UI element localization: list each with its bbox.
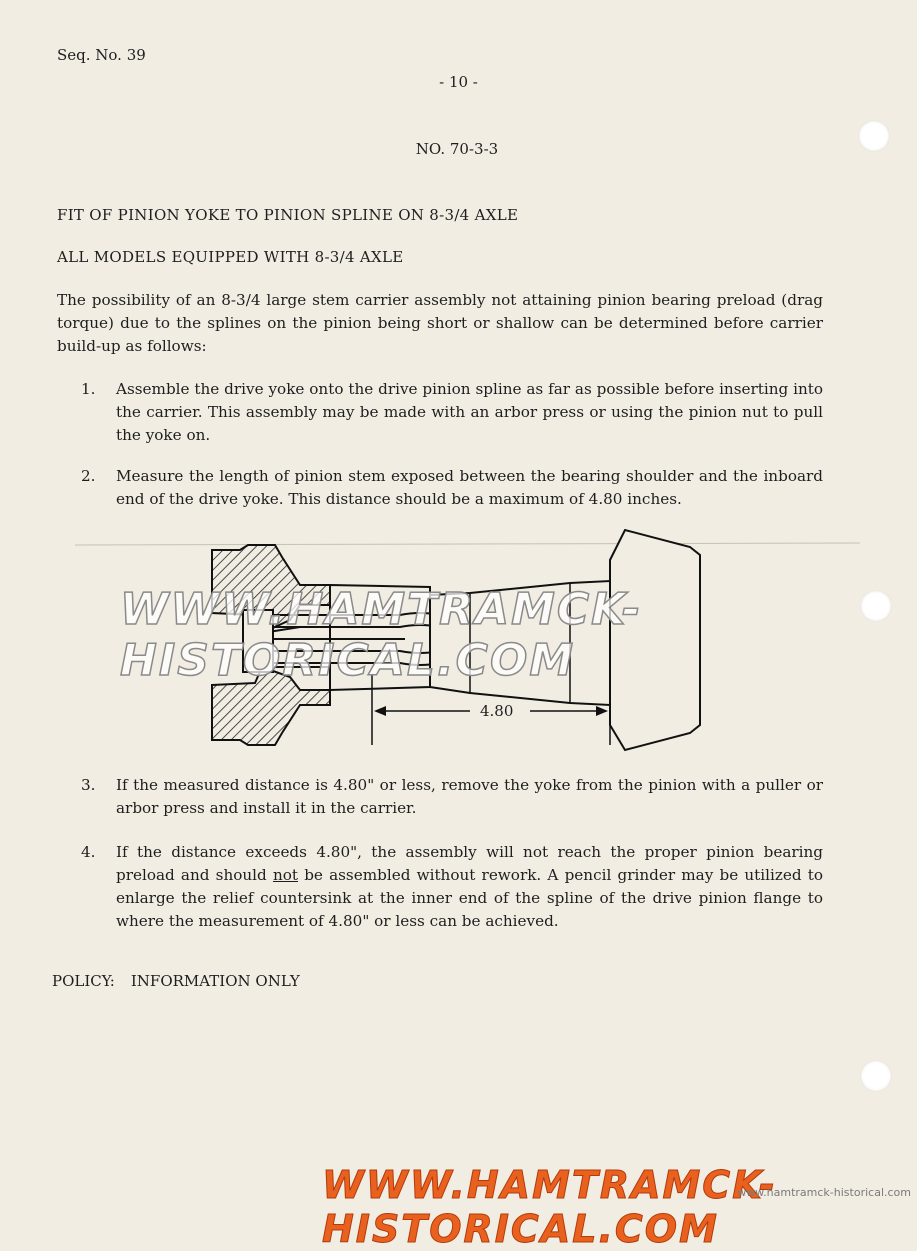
step-1: [81, 378, 823, 447]
step-2: [81, 465, 823, 511]
applicability: ALL MODELS EQUIPPED WITH 8-3/4 AXLE: [57, 248, 404, 266]
dimension-label: 4.80: [480, 702, 514, 720]
step-number: 3.: [81, 776, 96, 794]
step-text: [116, 841, 823, 933]
step-4: [81, 841, 823, 933]
policy-value: INFORMATION ONLY: [130, 972, 300, 990]
step-text: Measure the length of pinion stem exposed between the bearing shoulder and the inboard end of the drive yoke. This distance should be a maximum of 4.80 inches.: [116, 467, 823, 508]
step-text-after: be assembled without rework. A pencil grinder may be utilized to enlarge the relief countersink at the inner end of the spline of the drive pinion flange to where the measurement of 4.80" or less can be achieved.: [116, 866, 823, 930]
bulletin-title: FIT OF PINION YOKE TO PINION SPLINE ON 8-3/4 AXLE: [57, 206, 519, 224]
step-3: [81, 774, 823, 820]
step-text: If the measured distance is 4.80" or less, remove the yoke from the pinion with a puller or arbor press and install it in the carrier.: [116, 776, 823, 817]
step-text: Assemble the drive yoke onto the drive pinion spline as far as possible before inserting into the carrier. This assembly may be made with an arbor press or using the pinion nut to pull the yoke on.: [116, 380, 823, 444]
policy-line: [52, 972, 316, 990]
sequence-number: Seq. No. 39: [57, 46, 146, 64]
intro-paragraph: The possibility of an 8-3/4 large stem carrier assembly not attaining pinion bearing preload (drag torque) due to the splines on the pinion being short or shallow can be determined before carrier build-up as follows:: [57, 291, 823, 355]
step-number: 2.: [81, 467, 96, 485]
page-number: - 10 -: [439, 73, 478, 91]
step-number: 4.: [81, 843, 96, 861]
document-number: NO. 70-3-3: [415, 140, 499, 158]
watermark-footer-url: www.hamtramck-historical.com: [737, 1186, 911, 1199]
watermark-footer: WWW.HAMTRAMCK-HISTORICAL.COM: [322, 1163, 777, 1251]
step-number: 1.: [81, 380, 96, 398]
watermark-center: WWW.HAMTRAMCK-HISTORICAL.COM: [120, 584, 643, 686]
step-text-underlined: not: [272, 866, 298, 884]
policy-label: POLICY:: [52, 972, 115, 990]
step-text-before: If the distance exceeds 4.80", the assembly will not reach the proper pinion bearing preload and should: [116, 843, 823, 884]
punch-hole-bottom: [860, 1060, 892, 1092]
